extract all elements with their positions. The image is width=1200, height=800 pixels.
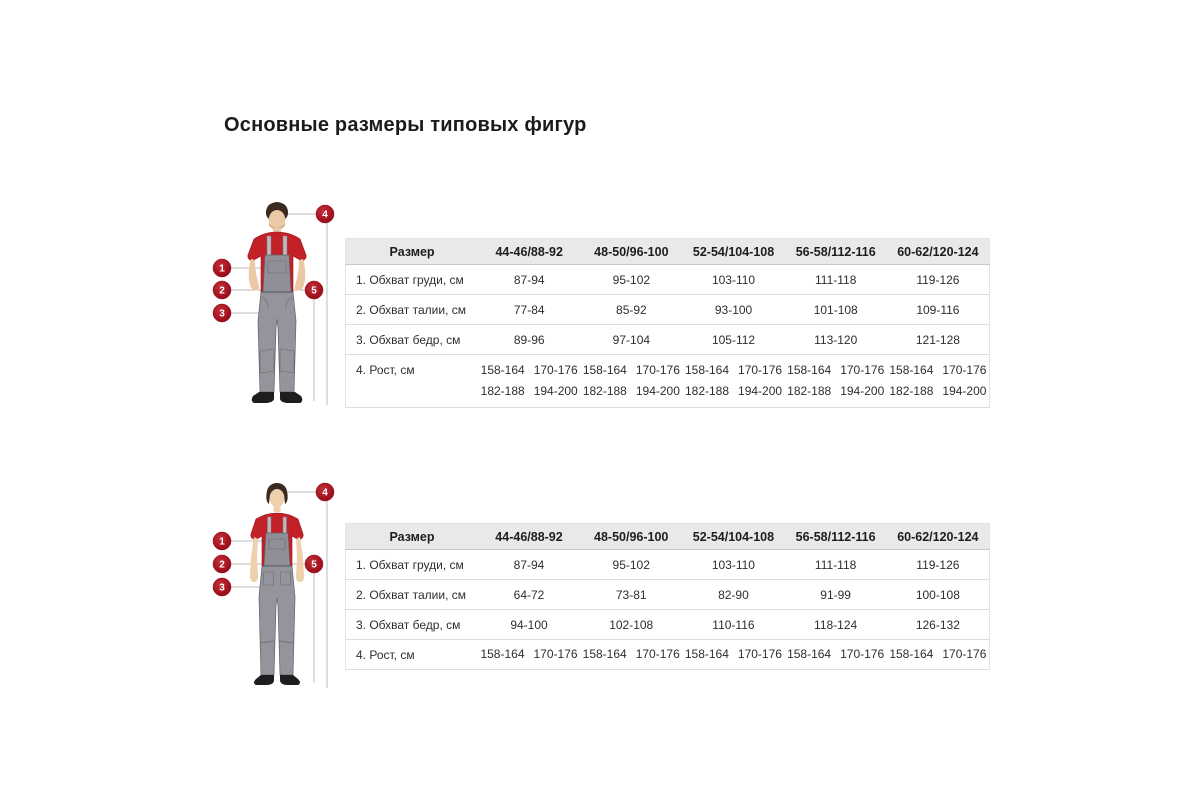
marker-side-number: 5 — [311, 559, 317, 571]
right-shoe — [280, 392, 302, 403]
overall-strap-right — [283, 236, 287, 257]
height-range: 170-176 — [635, 647, 680, 661]
size-cell: 103-110 — [682, 265, 784, 295]
height-cell — [580, 640, 682, 670]
row-label: 1. Обхват груди, см — [346, 265, 479, 295]
row-label: 1. Обхват груди, см — [346, 550, 478, 580]
size-cell: 94-100 — [478, 610, 580, 640]
size-cell: 95-102 — [580, 550, 682, 580]
marker-waist-number: 2 — [219, 285, 225, 297]
height-range: 170-176 — [942, 363, 987, 377]
height-range: 194-200 — [635, 384, 680, 398]
size-cell: 64-72 — [478, 580, 580, 610]
height-range: 182-188 — [684, 384, 730, 398]
marker-waist — [213, 555, 231, 573]
right-arm — [295, 259, 305, 290]
height-range: 182-188 — [787, 384, 832, 398]
neck — [274, 505, 281, 512]
height-cell — [682, 355, 784, 408]
size-cell: 100-108 — [887, 580, 990, 610]
height-range: 170-176 — [635, 363, 680, 377]
height-range: 158-164 — [582, 647, 627, 661]
height-cell — [580, 355, 682, 408]
height-range: 158-164 — [787, 647, 832, 661]
height-range: 182-188 — [889, 384, 934, 398]
column-header-1: 44-46/88-92 — [478, 239, 580, 265]
male-figure-panel — [204, 193, 344, 411]
height-range: 170-176 — [533, 647, 578, 661]
height-cell — [478, 355, 580, 408]
height-range: 194-200 — [738, 384, 783, 398]
height-cell — [785, 355, 887, 408]
table-row-height — [346, 355, 990, 408]
column-header-4: 56-58/112-116 — [785, 239, 887, 265]
height-range: 158-164 — [684, 363, 730, 377]
height-range: 194-200 — [840, 384, 885, 398]
column-header-2: 48-50/96-100 — [580, 524, 682, 550]
column-header-size: Размер — [346, 239, 479, 265]
height-range: 158-164 — [889, 363, 934, 377]
size-cell: 89-96 — [478, 325, 580, 355]
size-cell: 113-120 — [785, 325, 887, 355]
row-label: 3. Обхват бедр, см — [346, 610, 478, 640]
table-row-chest — [346, 265, 990, 295]
overall-bib — [263, 255, 291, 292]
height-range: 194-200 — [533, 384, 578, 398]
height-range: 194-200 — [942, 384, 987, 398]
size-cell: 119-126 — [887, 265, 990, 295]
size-cell: 87-94 — [478, 550, 580, 580]
marker-height — [316, 205, 334, 223]
size-cell: 105-112 — [682, 325, 784, 355]
size-cell: 111-118 — [785, 550, 887, 580]
mens-size-table — [345, 238, 990, 408]
column-header-5: 60-62/120-124 — [887, 524, 990, 550]
marker-side-number: 5 — [311, 285, 317, 297]
marker-waist-number: 2 — [219, 559, 225, 571]
column-header-1: 44-46/88-92 — [478, 524, 580, 550]
height-range: 170-176 — [533, 363, 578, 377]
marker-height — [316, 483, 334, 501]
height-range: 170-176 — [737, 647, 782, 661]
height-range: 158-164 — [480, 363, 525, 377]
size-cell: 102-108 — [580, 610, 682, 640]
size-cell: 95-102 — [580, 265, 682, 295]
overall-strap-right — [283, 517, 287, 535]
overall-pants — [259, 566, 295, 675]
size-cell: 101-108 — [785, 295, 887, 325]
height-range: 158-164 — [889, 647, 934, 661]
row-label: 2. Обхват талии, см — [346, 580, 478, 610]
height-cell — [887, 355, 990, 408]
column-header-size: Размер — [346, 524, 478, 550]
row-label: 2. Обхват талии, см — [346, 295, 479, 325]
marker-chest — [213, 532, 231, 550]
male-figure-illustration — [248, 202, 306, 403]
height-range: 158-164 — [480, 647, 525, 661]
row-label: 4. Рост, см — [346, 355, 479, 408]
marker-waist — [213, 281, 231, 299]
left-shoe — [252, 392, 274, 403]
marker-side — [305, 555, 323, 573]
right-arm — [296, 537, 304, 582]
column-header-5: 60-62/120-124 — [887, 239, 990, 265]
size-cell: 126-132 — [887, 610, 990, 640]
marker-hip — [213, 304, 231, 322]
marker-chest — [213, 259, 231, 277]
table-row-hip — [346, 610, 990, 640]
female-figure-panel — [204, 475, 344, 693]
marker-height-number: 4 — [322, 487, 328, 499]
size-cell: 97-104 — [580, 325, 682, 355]
table-header-row — [346, 239, 990, 265]
column-header-2: 48-50/96-100 — [580, 239, 682, 265]
marker-hip-number: 3 — [219, 308, 225, 320]
column-header-3: 52-54/104-108 — [682, 524, 784, 550]
left-arm — [250, 537, 258, 582]
size-cell: 118-124 — [785, 610, 887, 640]
female-figure-illustration — [250, 483, 304, 685]
height-range: 170-176 — [840, 363, 885, 377]
height-range: 182-188 — [480, 384, 525, 398]
size-cell: 91-99 — [785, 580, 887, 610]
marker-hip — [213, 578, 231, 596]
height-cell — [887, 640, 990, 670]
marker-side — [305, 281, 323, 299]
table-header-row — [346, 524, 990, 550]
right-shoe — [280, 675, 300, 685]
marker-height-number: 4 — [322, 209, 328, 221]
height-range: 182-188 — [582, 384, 627, 398]
womens-size-table — [345, 523, 990, 670]
size-cell: 87-94 — [478, 265, 580, 295]
female-figure-diagram — [204, 475, 344, 693]
column-header-3: 52-54/104-108 — [682, 239, 784, 265]
page-title: Основные размеры типовых фигур — [224, 114, 587, 136]
size-cell: 111-118 — [785, 265, 887, 295]
marker-chest-number: 1 — [219, 536, 225, 548]
height-range: 170-176 — [840, 647, 885, 661]
height-range: 158-164 — [582, 363, 627, 377]
height-cell — [785, 640, 887, 670]
overall-bib — [264, 533, 290, 566]
left-shoe — [254, 675, 274, 685]
overall-strap-left — [268, 517, 272, 535]
height-range: 170-176 — [942, 647, 987, 661]
size-cell: 121-128 — [887, 325, 990, 355]
overall-strap-left — [267, 236, 271, 257]
overall-pants — [258, 292, 296, 392]
table-row-hip — [346, 325, 990, 355]
height-range: 170-176 — [738, 363, 783, 377]
height-cell — [682, 640, 784, 670]
face — [270, 489, 285, 507]
table-row-height — [346, 640, 990, 670]
marker-chest-number: 1 — [219, 263, 225, 275]
size-cell: 82-90 — [682, 580, 784, 610]
table-row-waist — [346, 295, 990, 325]
height-range: 158-164 — [684, 647, 729, 661]
size-cell: 119-126 — [887, 550, 990, 580]
marker-hip-number: 3 — [219, 582, 225, 594]
table-row-chest — [346, 550, 990, 580]
row-label: 4. Рост, см — [346, 640, 478, 670]
column-header-4: 56-58/112-116 — [785, 524, 887, 550]
size-cell: 73-81 — [580, 580, 682, 610]
size-cell: 110-116 — [682, 610, 784, 640]
height-cell — [478, 640, 580, 670]
size-cell: 93-100 — [682, 295, 784, 325]
size-cell: 85-92 — [580, 295, 682, 325]
size-cell: 109-116 — [887, 295, 990, 325]
male-figure-diagram — [204, 193, 344, 411]
left-arm — [249, 259, 259, 290]
row-label: 3. Обхват бедр, см — [346, 325, 479, 355]
size-cell: 103-110 — [682, 550, 784, 580]
size-cell: 77-84 — [478, 295, 580, 325]
table-row-waist — [346, 580, 990, 610]
height-range: 158-164 — [787, 363, 832, 377]
